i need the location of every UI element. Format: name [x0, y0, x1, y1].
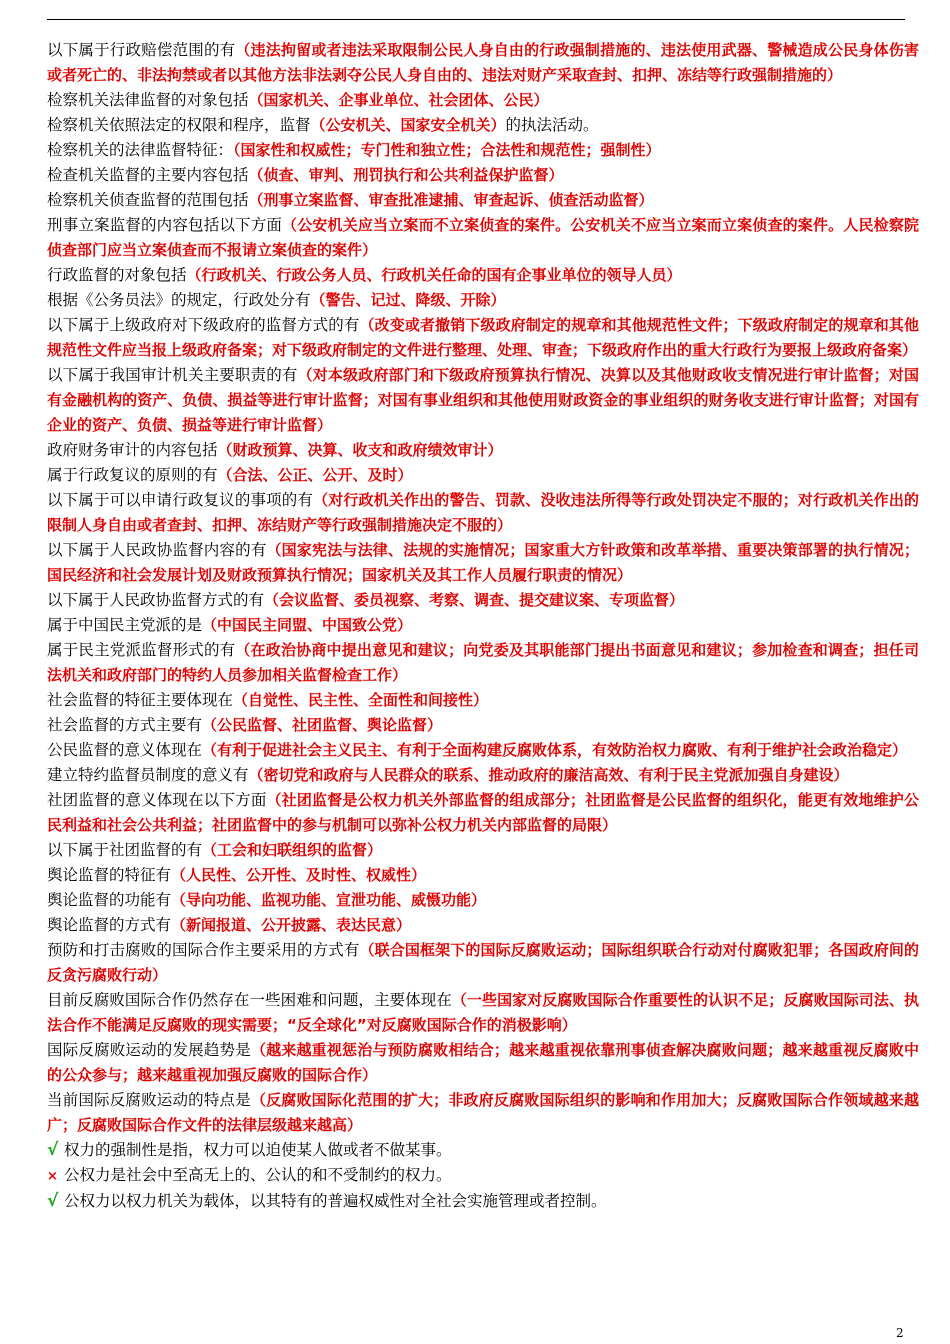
judgment-text: 权力的强制性是指，权力可以迫使某人做或者不做某事。 — [64, 1141, 452, 1159]
qa-item — [47, 863, 919, 888]
question-text: 预防和打击腐败的国际合作主要采用的方式有 — [47, 941, 360, 959]
qa-item — [47, 313, 919, 363]
qa-item — [47, 288, 919, 313]
qa-item — [47, 988, 919, 1038]
question-text: 检查机关监督的主要内容包括 — [47, 166, 249, 184]
answer-text: （联合国框架下的国际反腐败运动；国际组织联合行动对付腐败犯罪；各国政府间的反贪污腐败行动） — [47, 941, 919, 984]
question-text: 以下属于社团监督的有 — [47, 841, 203, 859]
question-text: 目前反腐败国际合作仍然存在一些困难和问题，主要体现在 — [47, 991, 452, 1009]
qa-item — [47, 188, 919, 213]
qa-item — [47, 1088, 919, 1138]
question-text: 以下属于行政赔偿范围的有 — [47, 41, 236, 59]
qa-item — [47, 38, 919, 88]
question-text: 舆论监督的方式有 — [47, 916, 172, 934]
answer-text: （国家性和权威性；专门性和独立性；合法性和规范性；强制性） — [233, 141, 661, 159]
judgment-item — [47, 1138, 919, 1163]
answer-text: （公安机关、国家安全机关） — [310, 116, 506, 134]
question-text: 检察机关依照法定的权限和程序，监督 — [47, 116, 311, 134]
answer-text: （会议监督、委员视察、考察、调查、提交建议案、专项监督） — [264, 591, 685, 609]
qa-item — [47, 688, 919, 713]
qa-item — [47, 213, 919, 263]
answer-text: （行政机关、行政公务人员、行政机关任命的国有企事业单位的领导人员） — [186, 266, 682, 284]
qa-item — [47, 838, 919, 863]
question-text: 以下属于人民政协监督方式的有 — [47, 591, 265, 609]
answer-text: （中国民主同盟、中国致公党） — [202, 616, 413, 634]
answer-text: （对行政机关作出的警告、罚款、没收违法所得等行政处罚决定不服的；对行政机关作出的限制人身自由或者查封、扣押、冻结财产等行政强制措施决定不服的） — [47, 491, 919, 534]
question-text: 社会监督的方式主要有 — [47, 716, 203, 734]
answer-text: （刑事立案监督、审查批准逮捕、审查起诉、侦查活动监督） — [248, 191, 654, 209]
qa-item — [47, 138, 919, 163]
question-text: 社会监督的特征主要体现在 — [47, 691, 234, 709]
question-text: 检察机关的法律监督特征： — [47, 141, 234, 159]
answer-text: （自觉性、民主性、全面性和间接性） — [233, 691, 489, 709]
answer-text: （国家机关、企事业单位、社会团体、公民） — [248, 91, 549, 109]
question-text: 以下属于上级政府对下级政府的监督方式的有 — [47, 316, 360, 334]
answer-text: （越来越重视惩治与预防腐败相结合；越来越重视依靠刑事侦查解决腐败问题；越来越重视反腐败中的公众参与；越来越重视加强反腐败的国际合作） — [47, 1041, 919, 1084]
question-text: 舆论监督的特征有 — [47, 866, 172, 884]
answer-text: （工会和妇联组织的监督） — [202, 841, 383, 859]
answer-text: （侦查、审判、刑罚执行和公共利益保护监督） — [248, 166, 564, 184]
question-text: 公民监督的意义体现在 — [47, 741, 203, 759]
question-text: 政府财务审计的内容包括 — [47, 441, 218, 459]
question-text: 根据《公务员法》的规定，行政处分有 — [47, 291, 311, 309]
judgment-item — [47, 1163, 919, 1189]
question-text: 检察机关侦查监督的范围包括 — [47, 191, 249, 209]
qa-item — [47, 538, 919, 588]
judgment-text: 公权力是社会中至高无上的、公认的和不受制约的权力。 — [64, 1166, 452, 1184]
answer-text: （反腐败国际化范围的扩大；非政府反腐败国际组织的影响和作用加大；反腐败国际合作领域越来越广；反腐败国际合作文件的法律层级越来越高） — [47, 1091, 919, 1134]
judgment-item — [47, 1189, 919, 1214]
answer-text: （在政治协商中提出意见和建议；向党委及其职能部门提出书面意见和建议；参加检查和调查；担任司法机关和政府部门的特约人员参加相关监督检查工作） — [47, 641, 919, 684]
answer-text: （财政预算、决算、收支和政府绩效审计） — [217, 441, 503, 459]
question-tail: 的执法活动。 — [505, 116, 599, 134]
question-text: 刑事立案监督的内容包括以下方面 — [47, 216, 283, 234]
page-number: 2 — [896, 1326, 904, 1340]
qa-item — [47, 938, 919, 988]
qa-item — [47, 88, 919, 113]
question-text: 以下属于可以申请行政复议的事项的有 — [47, 491, 314, 509]
qa-item — [47, 163, 919, 188]
answer-text: （密切党和政府与人民群众的联系、推动政府的廉洁高效、有利于民主党派加强自身建设） — [248, 766, 849, 784]
question-text: 属于中国民主党派的是 — [47, 616, 203, 634]
answer-text: （警告、记过、降级、开除） — [310, 291, 506, 309]
question-text: 社团监督的意义体现在以下方面 — [47, 791, 267, 809]
document-body — [47, 38, 919, 1214]
answer-text: （新闻报道、公开披露、表达民意） — [171, 916, 412, 934]
answer-text: （对本级政府部门和下级政府预算执行情况、决算以及其他财政收支情况进行审计监督；对国有金融机构的资产、负债、损益等进行审计监督；对国有事业组织和其他使用财政资金的事业组织的财务收支进行审计监督；对国有企业的资产、负债、损益等进行审计监督） — [47, 366, 919, 434]
qa-item — [47, 588, 919, 613]
question-text: 以下属于我国审计机关主要职责的有 — [47, 366, 298, 384]
qa-item — [47, 438, 919, 463]
qa-item — [47, 463, 919, 488]
answer-text: （公民监督、社团监督、舆论监督） — [202, 716, 443, 734]
question-text: 国际反腐败运动的发展趋势是 — [47, 1041, 251, 1059]
qa-item — [47, 788, 919, 838]
question-text: 属于行政复议的原则的有 — [47, 466, 218, 484]
qa-item — [47, 263, 919, 288]
qa-item — [47, 613, 919, 638]
qa-item — [47, 913, 919, 938]
qa-item — [47, 488, 919, 538]
header-rule — [47, 19, 905, 20]
question-text: 建立特约监督员制度的意义有 — [47, 766, 249, 784]
question-text: 属于民主党派监督形式的有 — [47, 641, 236, 659]
answer-text: （国家宪法与法律、法规的实施情况；国家重大方针政策和改革举措、重要决策部署的执行情况；国民经济和社会发展计划及财政预算执行情况；国家机关及其工作人员履行职责的情况） — [47, 541, 919, 584]
question-text: 检察机关法律监督的对象包括 — [47, 91, 249, 109]
answer-text: （社团监督是公权力机关外部监督的组成部分；社团监督是公民监督的组织化，能更有效地维护公民利益和社会公共利益；社团监督中的参与机制可以弥补公权力机关内部监督的局限） — [47, 791, 919, 834]
question-text: 行政监督的对象包括 — [47, 266, 187, 284]
qa-item — [47, 738, 919, 763]
answer-text: （公安机关应当立案而不立案侦查的案件。公安机关不应当立案而立案侦查的案件。人民检察院侦查部门应当立案侦查而不报请立案侦查的案件） — [47, 216, 919, 259]
qa-item — [47, 113, 919, 138]
qa-item — [47, 363, 919, 438]
question-text: 当前国际反腐败运动的特点是 — [47, 1091, 251, 1109]
check-mark-icon: √ — [47, 1191, 59, 1211]
answer-text: （有利于促进社会主义民主、有利于全面构建反腐败体系，有效防治权力腐败、有利于维护社会政治稳定） — [202, 741, 908, 759]
qa-item — [47, 638, 919, 688]
answer-text: （合法、公正、公开、及时） — [217, 466, 413, 484]
question-text: 以下属于人民政协监督内容的有 — [47, 541, 267, 559]
answer-text: （一些国家对反腐败国际合作重要性的认识不足；反腐败国际司法、执法合作不能满足反腐败的现实需要；“反全球化”对反腐败国际合作的消极影响） — [47, 991, 919, 1034]
qa-item — [47, 713, 919, 738]
answer-text: （人民性、公开性、及时性、权威性） — [171, 866, 427, 884]
judgment-text: 公权力以权力机关为载体，以其特有的普遍权威性对全社会实施管理或者控制。 — [64, 1192, 607, 1210]
answer-text: （改变或者撤销下级政府制定的规章和其他规范性文件；下级政府制定的规章和其他规范性文件应当报上级政府备案；对下级政府制定的文件进行整理、处理、审查；下级政府作出的重大行政行为要报上级政府备案） — [47, 316, 919, 359]
qa-item — [47, 1038, 919, 1088]
qa-item — [47, 763, 919, 788]
answer-text: （导向功能、监视功能、宣泄功能、威慑功能） — [171, 891, 487, 909]
answer-text: （违法拘留或者违法采取限制公民人身自由的行政强制措施的、违法使用武器、警械造成公民身体伤害或者死亡的、非法拘禁或者以其他方法非法剥夺公民人身自由的、违法对财产采取查封、扣押、冻结等行政强制措施的） — [47, 41, 919, 84]
cross-mark-icon: × — [47, 1169, 58, 1184]
check-mark-icon: √ — [47, 1140, 59, 1160]
question-text: 舆论监督的功能有 — [47, 891, 172, 909]
qa-item — [47, 888, 919, 913]
